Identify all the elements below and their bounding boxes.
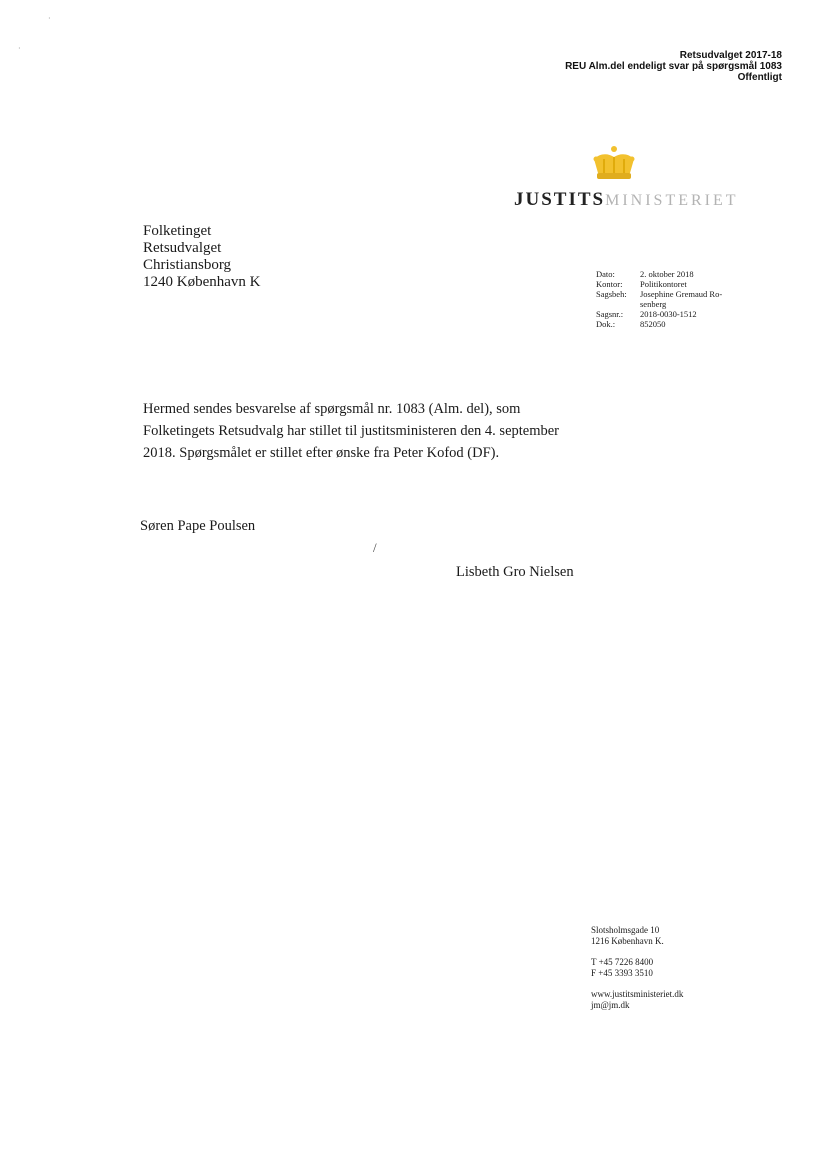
meta-label: Dato:	[596, 269, 615, 279]
case-metadata	[596, 269, 740, 329]
recipient-address	[143, 223, 260, 291]
footer-fax: F +45 3393 3510	[591, 968, 653, 978]
meta-value: Politikontoret	[640, 279, 687, 289]
meta-label: Sagsbeh:	[596, 289, 627, 299]
meta-value: Josephine Gremaud Ro-senberg	[640, 289, 723, 309]
meta-row-sagsbeh	[596, 289, 740, 309]
ministry-contact-footer	[591, 925, 683, 1011]
meta-row-kontor	[596, 279, 740, 289]
meta-label: Kontor:	[596, 279, 623, 289]
recipient-line: Folketinget	[143, 223, 212, 239]
meta-value: 852050	[640, 319, 666, 329]
meta-value: 2. oktober 2018	[640, 269, 694, 279]
header-reference: REU Alm.del endeligt svar på spørgsmål 1083	[565, 61, 782, 72]
meta-label: Dok.:	[596, 319, 616, 329]
meta-label: Sagsnr.:	[596, 309, 624, 319]
meta-row-dato	[596, 269, 740, 279]
crown-icon	[590, 145, 638, 185]
meta-value: 2018-0030-1512	[640, 309, 697, 319]
scan-speck: ·	[48, 14, 51, 23]
footer-email: jm@jm.dk	[591, 1000, 630, 1010]
logo-word-justits: JUSTITS	[514, 189, 606, 210]
logo-wordmark	[514, 189, 739, 211]
scan-speck: ·	[18, 44, 21, 53]
header-status: Offentligt	[737, 72, 782, 83]
meta-row-dok	[596, 319, 740, 329]
signature-separator: /	[373, 540, 377, 555]
meta-row-sagsnr	[596, 309, 740, 319]
footer-city: 1216 København K.	[591, 936, 664, 946]
footer-phone: T +45 7226 8400	[591, 957, 654, 967]
recipient-line: Christiansborg	[143, 257, 232, 273]
footer-website: www.justitsministeriet.dk	[591, 989, 684, 999]
logo-word-ministeriet: MINISTERIET	[605, 192, 739, 209]
signature-official: Lisbeth Gro Nielsen	[456, 564, 574, 580]
document-header-stamp	[565, 50, 782, 83]
recipient-line: Retsudvalget	[143, 240, 222, 256]
letter-body: Hermed sendes besvarelse af spørgsmål nr. 1083 (Alm. del), som Folketingets Retsudvalg har stillet til justitsministeren den 4. september 2018. Spørgsmålet er stillet efter ønske fra Peter Kofod (DF).	[143, 401, 560, 461]
signature-minister: Søren Pape Poulsen	[140, 518, 256, 534]
ministry-logo	[514, 145, 739, 215]
header-committee: Retsudvalget 2017-18	[679, 50, 782, 61]
footer-street: Slotsholmsgade 10	[591, 925, 660, 935]
recipient-line: 1240 København K	[143, 274, 261, 290]
